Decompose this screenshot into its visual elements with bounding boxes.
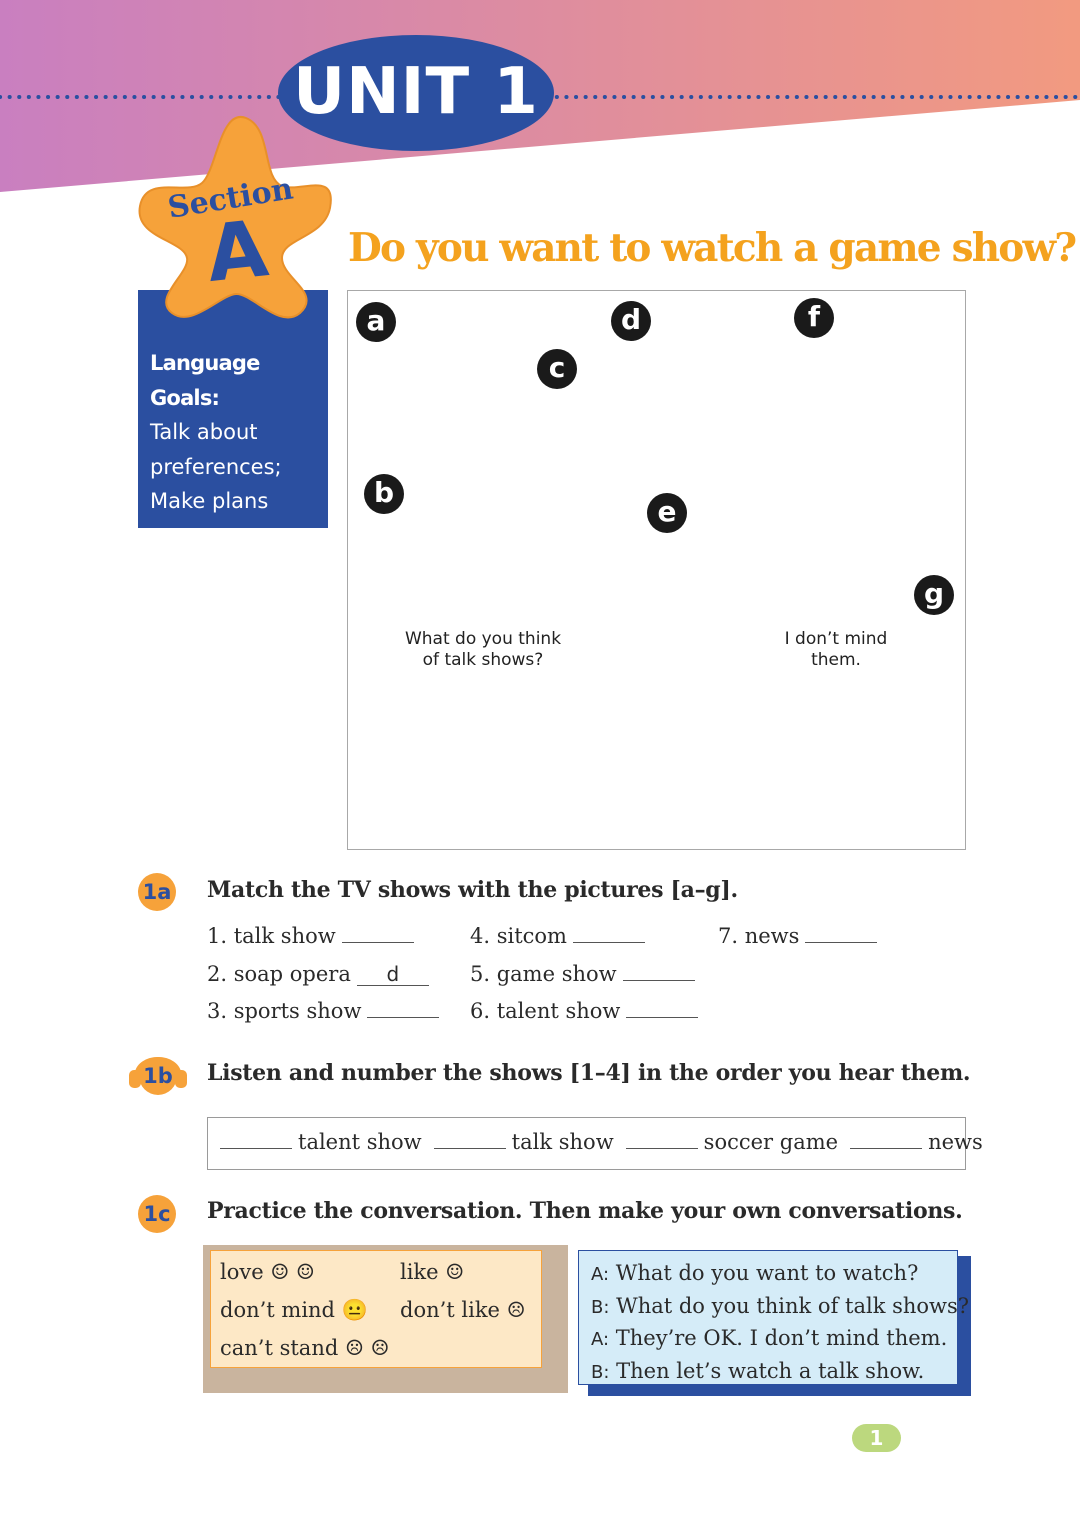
show-label: talk show xyxy=(511,1130,614,1154)
preference-dont-mind: don’t mind 😐 xyxy=(220,1298,368,1322)
exercise-1c-instruction: Practice the conversation. Then make your own conversations. xyxy=(207,1198,963,1224)
exercise-badge-1a: 1a xyxy=(138,873,176,911)
picture-label-c: c xyxy=(537,349,577,389)
match-item-label: 2. soap opera xyxy=(207,962,351,986)
speaker: B: xyxy=(591,1361,610,1383)
goals-heading: Language Goals: xyxy=(150,351,260,410)
conversation-line xyxy=(591,1356,969,1389)
speaker: A: xyxy=(591,1264,610,1285)
section-word: Section xyxy=(165,171,296,226)
answer-blank[interactable] xyxy=(342,922,414,943)
speech-bubble-left xyxy=(383,629,583,671)
picture-label-g: g xyxy=(914,575,954,615)
picture-label-d: d xyxy=(611,301,651,341)
line-text: Then let’s watch a talk show. xyxy=(616,1358,925,1383)
goals-line: Make plans xyxy=(150,489,269,513)
conversation-line xyxy=(591,1323,969,1356)
match-item-2 xyxy=(207,960,429,988)
number-blank[interactable] xyxy=(434,1128,506,1149)
number-blank[interactable] xyxy=(626,1128,698,1149)
number-blank[interactable] xyxy=(850,1128,922,1149)
match-item-label: 4. sitcom xyxy=(470,924,567,948)
section-letter: A xyxy=(202,204,273,301)
match-item-label: 7. news xyxy=(718,924,800,948)
picture-label-f: f xyxy=(794,298,834,338)
bubble-line: of talk shows? xyxy=(422,650,544,670)
unit-title: UNIT 1 xyxy=(293,55,539,129)
show-label: talent show xyxy=(298,1130,422,1154)
line-text: What do you want to watch? xyxy=(615,1261,919,1285)
answer-blank[interactable] xyxy=(367,997,439,1018)
bubble-line: them. xyxy=(811,650,861,670)
conversation-line xyxy=(591,1258,969,1291)
bubble-line: I don’t mind xyxy=(784,629,888,649)
line-text: They’re OK. I don’t mind them. xyxy=(615,1326,948,1350)
picture-label-e: e xyxy=(647,493,687,533)
match-item-3 xyxy=(207,997,439,1025)
preference-cant-stand: can’t stand ☹ ☹ xyxy=(220,1336,390,1360)
line-text: What do you think of talk shows? xyxy=(616,1293,970,1318)
answer-blank[interactable] xyxy=(573,922,645,943)
preference-like: like ☺ xyxy=(400,1260,465,1284)
preference-dont-like: don’t like ☹ xyxy=(400,1298,526,1322)
match-item-label: 6. talent show xyxy=(470,999,621,1023)
exercise-1b-instruction: Listen and number the shows [1–4] in the order you hear them. xyxy=(207,1060,971,1086)
preference-love: love ☺ ☺ xyxy=(220,1260,315,1284)
conversation-line xyxy=(591,1291,969,1324)
bubble-line: What do you think xyxy=(404,629,562,649)
section-star xyxy=(132,108,342,328)
show-label: soccer game xyxy=(703,1130,839,1154)
match-item-label: 3. sports show xyxy=(207,999,362,1023)
match-item-4 xyxy=(470,922,645,950)
picture-label-b: b xyxy=(364,474,404,514)
number-blank[interactable] xyxy=(220,1128,292,1149)
exercise-1a-instruction: Match the TV shows with the pictures [a–g]. xyxy=(207,877,738,903)
page-number: 1 xyxy=(852,1424,901,1452)
match-item-label: 5. game show xyxy=(470,962,617,986)
match-item-1 xyxy=(207,922,414,950)
picture-frame xyxy=(347,290,966,850)
answer-blank[interactable] xyxy=(626,997,698,1018)
match-item-6 xyxy=(470,997,698,1025)
goals-line: Talk about xyxy=(150,420,258,444)
match-item-5 xyxy=(470,960,695,988)
listening-row xyxy=(220,1128,983,1154)
match-item-7 xyxy=(718,922,877,950)
page-title: Do you want to watch a game show? xyxy=(348,225,1076,271)
goals-line: preferences; xyxy=(150,454,282,479)
match-item-label: 1. talk show xyxy=(207,924,336,948)
conversation xyxy=(591,1258,969,1388)
show-label: news xyxy=(928,1130,983,1154)
answer-blank[interactable] xyxy=(805,922,877,943)
speaker: A: xyxy=(591,1329,610,1350)
speaker: B: xyxy=(591,1296,610,1318)
answer-blank[interactable] xyxy=(623,960,695,981)
answer-blank[interactable]: d xyxy=(357,963,429,986)
language-goals xyxy=(150,346,322,519)
speech-bubble-right xyxy=(756,629,916,671)
picture-label-a: a xyxy=(356,302,396,342)
exercise-badge-1b: 1b xyxy=(143,1064,173,1088)
exercise-badge-1c: 1c xyxy=(138,1195,176,1233)
